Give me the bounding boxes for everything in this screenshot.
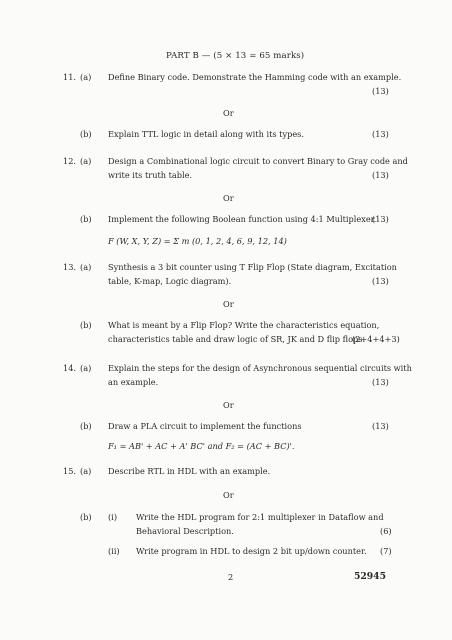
question-text: Draw a PLA circuit to implement the functions bbox=[108, 421, 302, 431]
question-text: Explain TTL logic in detail along with its types. bbox=[108, 129, 304, 139]
marks: (13) bbox=[372, 214, 389, 224]
question-number: 13. bbox=[63, 262, 77, 272]
part-label: (b) bbox=[80, 512, 92, 522]
question-text: write its truth table. bbox=[108, 170, 193, 180]
or-separator: Or bbox=[223, 490, 234, 500]
page-number: 2 bbox=[228, 572, 234, 582]
question-text: Implement the following Boolean function using 4:1 Multiplexer. bbox=[108, 214, 377, 224]
boolean-formula: F₁ = AB' + AC + A' BC' and F₂ = (AC + BC)'. bbox=[108, 441, 295, 451]
question-text: Define Binary code. Demonstrate the Hamming code with an example. bbox=[108, 72, 402, 82]
part-label: (a) bbox=[80, 72, 92, 82]
part-label: (b) bbox=[80, 129, 92, 139]
or-separator: Or bbox=[223, 299, 234, 309]
question-text: Behavioral Description. bbox=[136, 526, 234, 536]
or-separator: Or bbox=[223, 108, 234, 118]
question-text: Synthesis a 3 bit counter using T Flip Flop (State diagram, Excitation bbox=[108, 262, 397, 272]
or-separator: Or bbox=[223, 193, 234, 203]
boolean-formula: F (W, X, Y, Z) = Σ m (0, 1, 2, 4, 6, 9, 12, 14) bbox=[108, 236, 287, 246]
question-text: an example. bbox=[108, 377, 159, 387]
question-text: Explain the steps for the design of Asynchronous sequential circuits with bbox=[108, 363, 412, 373]
question-number: 14. bbox=[63, 363, 77, 373]
marks: (13) bbox=[372, 421, 389, 431]
subpart-label: (i) bbox=[108, 512, 118, 522]
paper-code: 52945 bbox=[354, 571, 386, 582]
marks: (7) bbox=[380, 546, 392, 556]
marks: (13) bbox=[372, 129, 389, 139]
marks: (6) bbox=[380, 526, 392, 536]
section-title: PART B — (5 × 13 = 65 marks) bbox=[166, 51, 305, 61]
part-label: (a) bbox=[80, 262, 92, 272]
marks: (13) bbox=[372, 377, 389, 387]
question-text: What is meant by a Flip Flop? Write the characteristics equation, bbox=[108, 320, 380, 330]
marks: (13) bbox=[372, 86, 389, 96]
question-number: 15. bbox=[63, 466, 77, 476]
question-text: Describe RTL in HDL with an example. bbox=[108, 466, 271, 476]
part-label: (b) bbox=[80, 320, 92, 330]
question-text: Design a Combinational logic circuit to convert Binary to Gray code and bbox=[108, 156, 408, 166]
question-text: table, K-map, Logic diagram). bbox=[108, 276, 232, 286]
subpart-label: (ii) bbox=[108, 546, 120, 556]
part-label: (b) bbox=[80, 214, 92, 224]
question-text: Write program in HDL to design 2 bit up/down counter. bbox=[136, 546, 367, 556]
part-label: (a) bbox=[80, 466, 92, 476]
or-separator: Or bbox=[223, 400, 234, 410]
marks: (13) bbox=[372, 276, 389, 286]
marks: (2+4+4+3) bbox=[352, 334, 400, 344]
question-text: characteristics table and draw logic of SR, JK and D flip flops. bbox=[108, 334, 366, 344]
part-label: (b) bbox=[80, 421, 92, 431]
question-number: 11. bbox=[63, 72, 77, 82]
part-label: (a) bbox=[80, 156, 92, 166]
marks: (13) bbox=[372, 170, 389, 180]
part-label: (a) bbox=[80, 363, 92, 373]
question-text: Write the HDL program for 2:1 multiplexer in Dataflow and bbox=[136, 512, 384, 522]
question-number: 12. bbox=[63, 156, 77, 166]
